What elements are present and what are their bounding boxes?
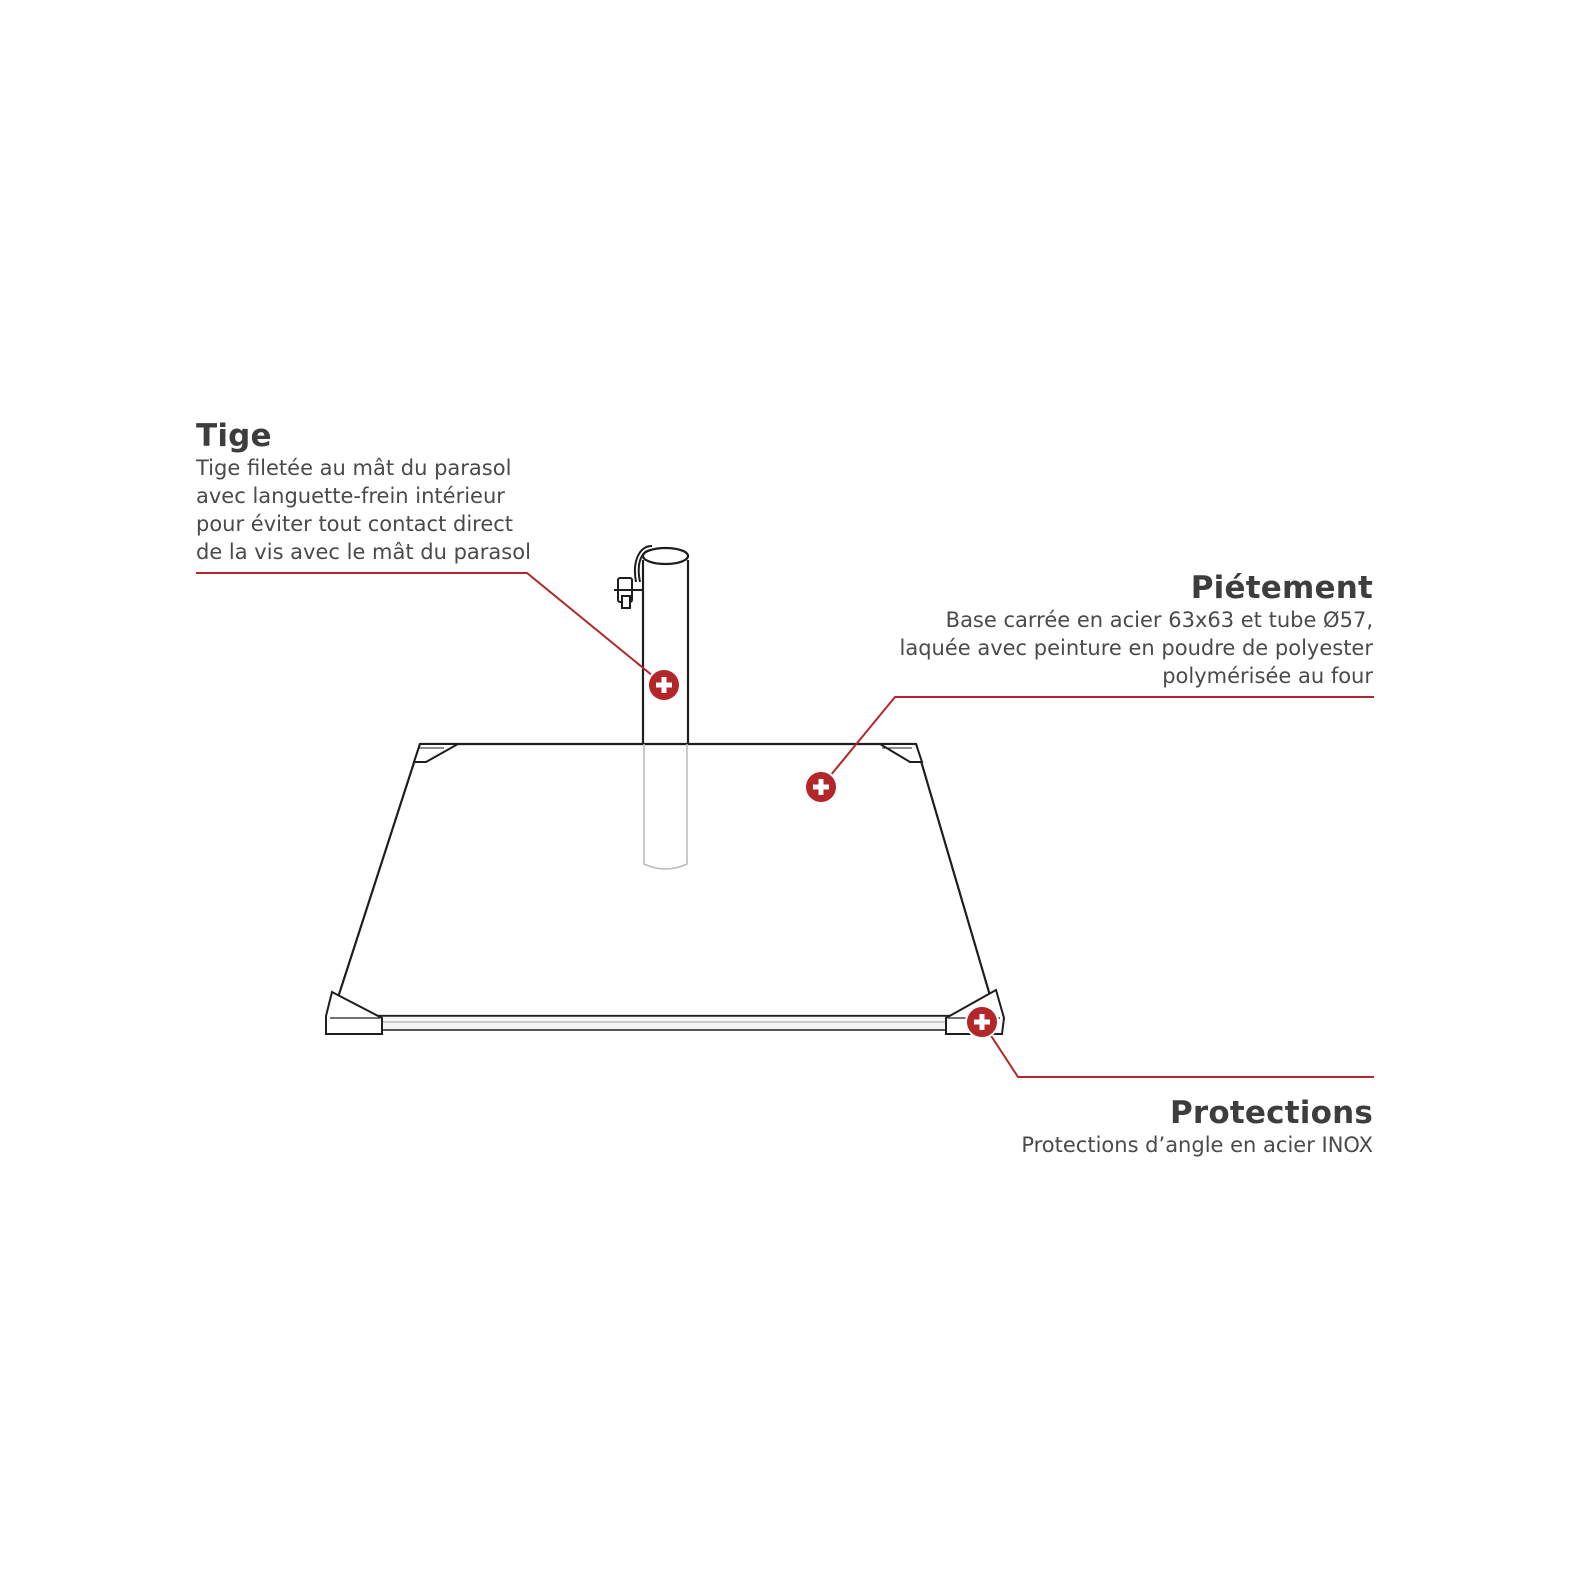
callout-title-tige: Tige — [196, 418, 272, 454]
callout-description-protections: Protections d’angle en acier INOX — [1021, 1133, 1373, 1157]
plus-circle-icon[interactable] — [805, 771, 837, 803]
leader-line-protections — [982, 1022, 1374, 1077]
plus-circle-icon[interactable] — [966, 1006, 998, 1038]
square-base-plate — [328, 744, 1002, 1030]
callout-description-tige: Tige filetée au mât du parasol avec languette-frein intérieur pour éviter tout contact direct de la vis avec le mât du parasol — [196, 456, 531, 564]
leader-line-tige — [196, 573, 664, 685]
callout-pietement — [813, 570, 1373, 690]
callout-tige — [196, 418, 616, 566]
plus-circle-icon[interactable] — [648, 669, 680, 701]
callout-description-pietement: Base carrée en acier 63x63 et tube Ø57, laquée avec peinture en poudre de polyester polymérisée au four — [899, 608, 1373, 688]
callout-title-pietement: Piétement — [1190, 570, 1373, 606]
callout-title-protections: Protections — [1170, 1095, 1373, 1131]
callout-protections — [813, 1095, 1373, 1159]
